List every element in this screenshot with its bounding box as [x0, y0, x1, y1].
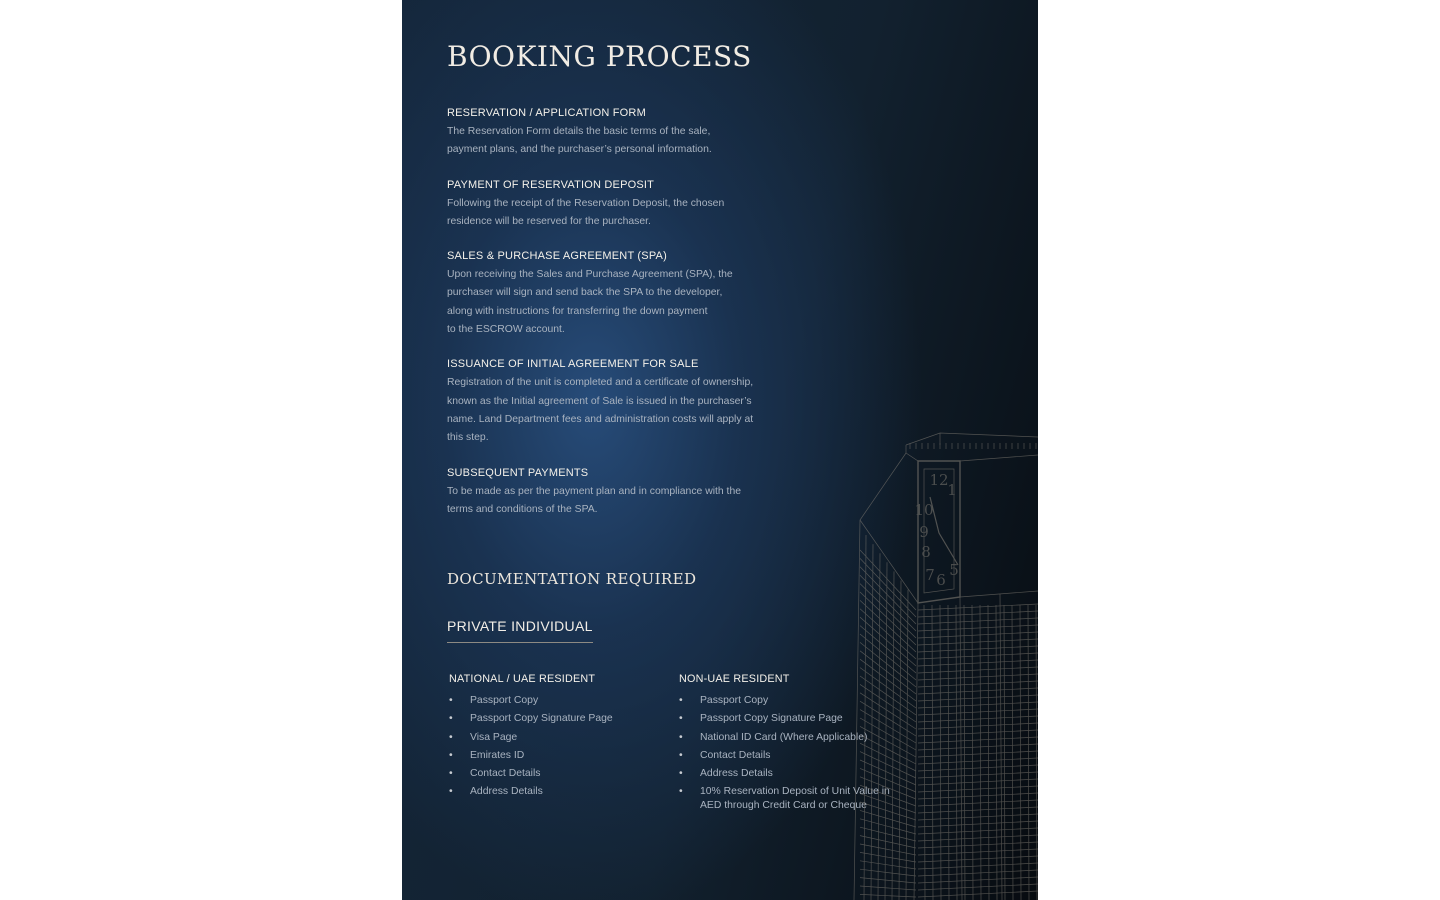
document-item	[449, 749, 664, 763]
booking-step	[447, 248, 777, 339]
description-line: name. Land Department fees and administration costs will apply at	[447, 413, 754, 425]
column-heading: NON-UAE RESIDENT	[679, 673, 790, 685]
svg-text:5: 5	[949, 561, 959, 579]
step-heading: SALES & PURCHASE AGREEMENT (SPA)	[447, 250, 667, 263]
document-item-text: Visa Page	[470, 731, 518, 743]
bullet-icon: •	[679, 786, 683, 798]
bullet-icon: •	[449, 768, 453, 780]
step-description	[447, 374, 777, 447]
description-line: this step.	[447, 432, 489, 444]
step-heading: SUBSEQUENT PAYMENTS	[447, 466, 589, 479]
document-item	[449, 731, 664, 745]
description-line: known as the Initial agreement of Sale is issued in the purchaser’s	[447, 395, 752, 407]
description-line: along with instructions for transferring the down payment	[447, 305, 708, 317]
svg-text:10: 10	[914, 501, 934, 519]
step-description	[447, 195, 777, 232]
brochure-page	[402, 0, 1038, 900]
description-line: To be made as per the payment plan and in compliance with the	[447, 485, 742, 497]
document-item-text: National ID Card (Where Applicable)	[700, 731, 868, 743]
clock-tower-building-icon	[840, 425, 1038, 900]
bullet-icon: •	[679, 713, 683, 725]
document-item-text: Passport Copy Signature Page	[470, 713, 613, 725]
bullet-icon: •	[449, 731, 453, 743]
document-item-text: Passport Copy	[470, 695, 539, 706]
bullet-icon: •	[679, 749, 683, 761]
bullet-icon: •	[449, 695, 453, 706]
description-line: purchaser will sign and send back the SPA to the developer,	[447, 287, 723, 299]
bullet-icon: •	[449, 749, 453, 761]
description-line: Registration of the unit is completed and a certificate of ownership,	[447, 377, 754, 389]
document-item	[449, 785, 664, 799]
document-item	[449, 767, 664, 781]
document-item-text: 10% Reservation Deposit of Unit Value in	[700, 786, 890, 798]
document-list	[449, 694, 664, 799]
description-line: The Reservation Form details the basic terms of the sale,	[447, 126, 711, 137]
step-heading: RESERVATION / APPLICATION FORM	[447, 107, 646, 119]
bullet-icon: •	[679, 695, 683, 706]
document-item	[449, 712, 664, 726]
private-individual-heading: PRIVATE INDIVIDUAL	[447, 618, 593, 643]
document-item-text: Address Details	[700, 768, 773, 780]
bullet-icon: •	[679, 768, 683, 780]
column-heading: NATIONAL / UAE RESIDENT	[449, 673, 596, 685]
description-line: payment plans, and the purchaser’s personal information.	[447, 144, 712, 156]
step-heading: ISSUANCE OF INITIAL AGREEMENT FOR SALE	[447, 358, 699, 371]
document-item-text: Passport Copy	[700, 695, 769, 706]
page-title: BOOKING PROCESS	[447, 40, 752, 73]
booking-step	[447, 356, 777, 447]
booking-step	[447, 177, 777, 232]
svg-text:1: 1	[947, 481, 957, 499]
description-line: residence will be reserved for the purchaser.	[447, 215, 651, 227]
document-item-text: Contact Details	[470, 768, 541, 780]
description-line: Upon receiving the Sales and Purchase Agreement (SPA), the	[447, 269, 733, 281]
document-item-text: Contact Details	[700, 749, 771, 761]
step-description	[447, 483, 777, 520]
step-description	[447, 266, 777, 339]
step-heading: PAYMENT OF RESERVATION DEPOSIT	[447, 178, 655, 191]
document-item-text: Emirates ID	[470, 749, 525, 761]
description-line: terms and conditions of the SPA.	[447, 503, 598, 515]
document-item-text: AED through Credit Card or Cheque	[700, 800, 867, 812]
svg-text:7: 7	[925, 566, 935, 584]
description-line: to the ESCROW account.	[447, 324, 565, 336]
svg-text:6: 6	[936, 571, 946, 589]
svg-text:8: 8	[921, 543, 931, 561]
booking-steps	[447, 105, 777, 536]
bullet-icon: •	[449, 713, 453, 725]
document-item-text: Address Details	[470, 786, 543, 798]
booking-step	[447, 105, 777, 160]
description-line: Following the receipt of the Reservation Deposit, the chosen	[447, 197, 725, 209]
document-item-text: Passport Copy Signature Page	[700, 713, 843, 725]
documentation-title: DOCUMENTATION REQUIRED	[447, 570, 697, 588]
booking-step	[447, 465, 777, 520]
bullet-icon: •	[449, 786, 453, 798]
bullet-icon: •	[679, 731, 683, 743]
svg-text:9: 9	[919, 523, 929, 541]
step-description	[447, 123, 777, 160]
national-resident-column	[449, 673, 664, 804]
document-item	[449, 694, 664, 708]
svg-text:12: 12	[929, 471, 949, 489]
